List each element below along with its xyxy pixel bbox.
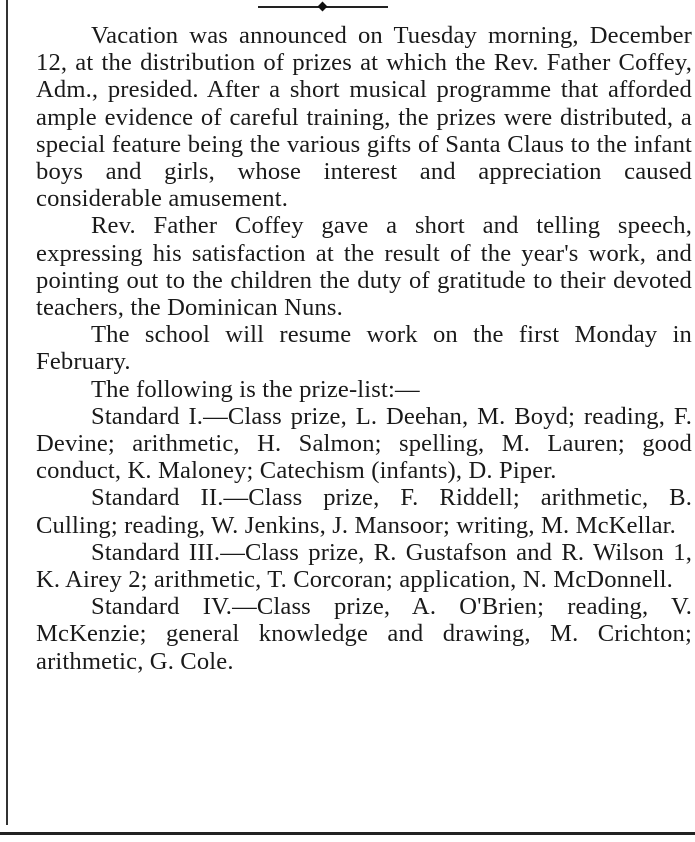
top-ornament-divider (258, 2, 388, 12)
paragraph-standard-4: Standard IV.—Class prize, A. O'Brien; reading, V. McKenzie; general knowledge and drawing, M. Crichton; arithmetic, G. Cole. (36, 593, 692, 675)
article-body (36, 22, 692, 675)
paragraph-standard-3: Standard III.—Class prize, R. Gustafson and R. Wilson 1, K. Airey 2; arithmetic, T. Corcoran; application, N. McDonnell. (36, 538, 692, 594)
paragraph-speech: Rev. Father Coffey gave a short and telling speech, expressing his satisfaction at the result of the year's work, and pointing out to the children the duty of gratitude to their devoted teachers, the Dominican Nuns. (36, 212, 692, 322)
paragraph-standard-2: Standard II.—Class prize, F. Riddell; arithmetic, B. Culling; reading, W. Jenkins, J. Mansoor; writing, M. McKellar. (36, 484, 692, 539)
paragraph-prize-list-intro: The following is the prize-list:— (91, 375, 420, 403)
paragraph-standard-1: Standard I.—Class prize, L. Deehan, M. Boyd; reading, F. Devine; arithmetic, H. Salmon; spelling, M. Lauren; good conduct, K. Maloney; Catechism (infants), D. Piper. (36, 402, 692, 485)
bottom-rule (0, 832, 695, 835)
diamond-icon (318, 2, 328, 12)
column-left-rule (6, 0, 8, 825)
paragraph-resume: The school will resume work on the first Monday in February. (36, 321, 692, 376)
paragraph-vacation: Vacation was announced on Tuesday morning, December 12, at the distribution of prizes at which the Rev. Father Coffey, Adm., presided. After a short musical programme that afforded ample evidence of careful training, the prizes were distributed, a special feature being the various gifts of Santa Claus to the infant boys and girls, whose interest and appreciation caused considerable amusement. (36, 22, 692, 213)
